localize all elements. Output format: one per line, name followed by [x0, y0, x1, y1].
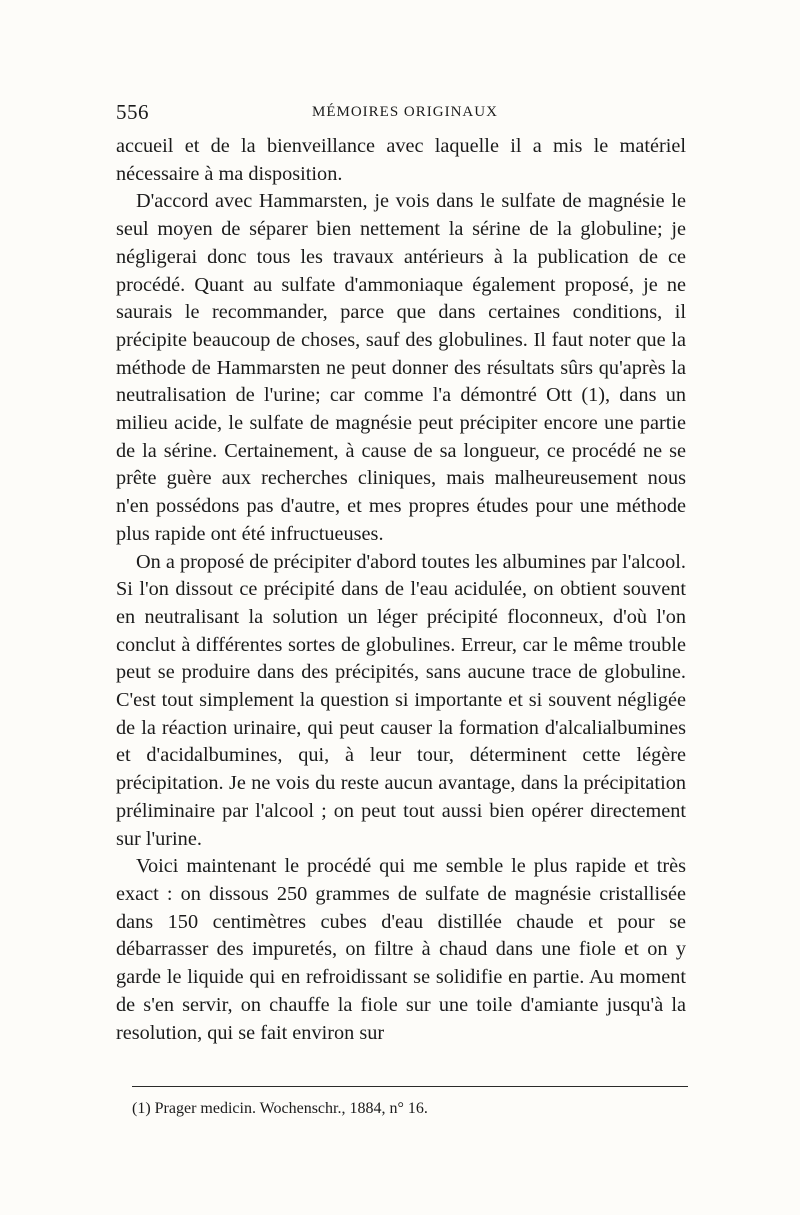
paragraph-alcool: On a proposé de précipiter d'abord toutes les albumines par l'alcool. Si l'on dissout ce précipité dans de l'eau acidulée, on obtient souvent en neutralisant la solution un léger précipité floconneux, d'où l'on conclut à différentes sortes de globulines. Erreur, car le même trouble peut se produire dans des précipités, sans aucune trace de globuline. C'est tout simplement la question si importante et si souvent négligée de la réaction urinaire, qui peut causer la formation d'alcalialbumines et d'acidalbumines, qui, à leur tour, déterminent cette légère précipitation. Je ne vois du reste aucun avantage, dans la précipitation préliminaire par l'alcool ; on peut tout aussi bien opérer directement sur l'urine.	[116, 550, 686, 850]
footnote: (1) Prager medicin. Wochenschr., 1884, n° 16.	[132, 1100, 428, 1117]
paragraph-hammarsten: D'accord avec Hammarsten, je vois dans le sulfate de magnésie le seul moyen de séparer bien nettement la sérine de la globuline; je négligerai donc tous les travaux antérieurs à la publication de ce procédé. Quant au sulfate d'ammoniaque également proposé, je ne saurais le recommander, parce que dans certaines conditions, il précipite beaucoup de choses, sauf des globulines. Il faut noter que la méthode de Hammarsten ne peut donner des résultats sûrs qu'après la neutralisation de l'urine; car comme l'a démontré Ott (1), dans un milieu acide, le sulfate de magnésie peut précipiter encore une partie de la sérine. Certainement, à cause de sa longueur, ce procédé ne se prête guère aux recherches cliniques, mais malheureusement nous n'en possédons pas d'autre, et mes propres études pour une méthode plus rapide ont été infructueuses.	[116, 190, 686, 545]
running-head: MÉMOIRES ORIGINAUX	[312, 104, 498, 120]
paragraph-procede: Voici maintenant le procédé qui me semble le plus rapide et très exact : on dissous 250 grammes de sulfate de magnésie cristallisée dans 150 centimètres cubes d'eau distillée chaude et pour se débarrasser des impuretés, on filtre à chaud dans une fiole et on y garde le liquide qui en refroidissant se solidifie en partie. Au moment de s'en servir, on chauffe la fiole sur une toile d'amiante jusqu'à la resolution, qui se fait environ sur	[116, 855, 686, 1044]
footnote-divider	[132, 1086, 688, 1087]
page-header	[116, 100, 686, 128]
body-text	[116, 133, 686, 1047]
paragraph-continuation: accueil et de la bienveillance avec laquelle il a mis le matériel nécessaire à ma disposition.	[116, 135, 686, 185]
page-number: 556	[116, 100, 149, 124]
